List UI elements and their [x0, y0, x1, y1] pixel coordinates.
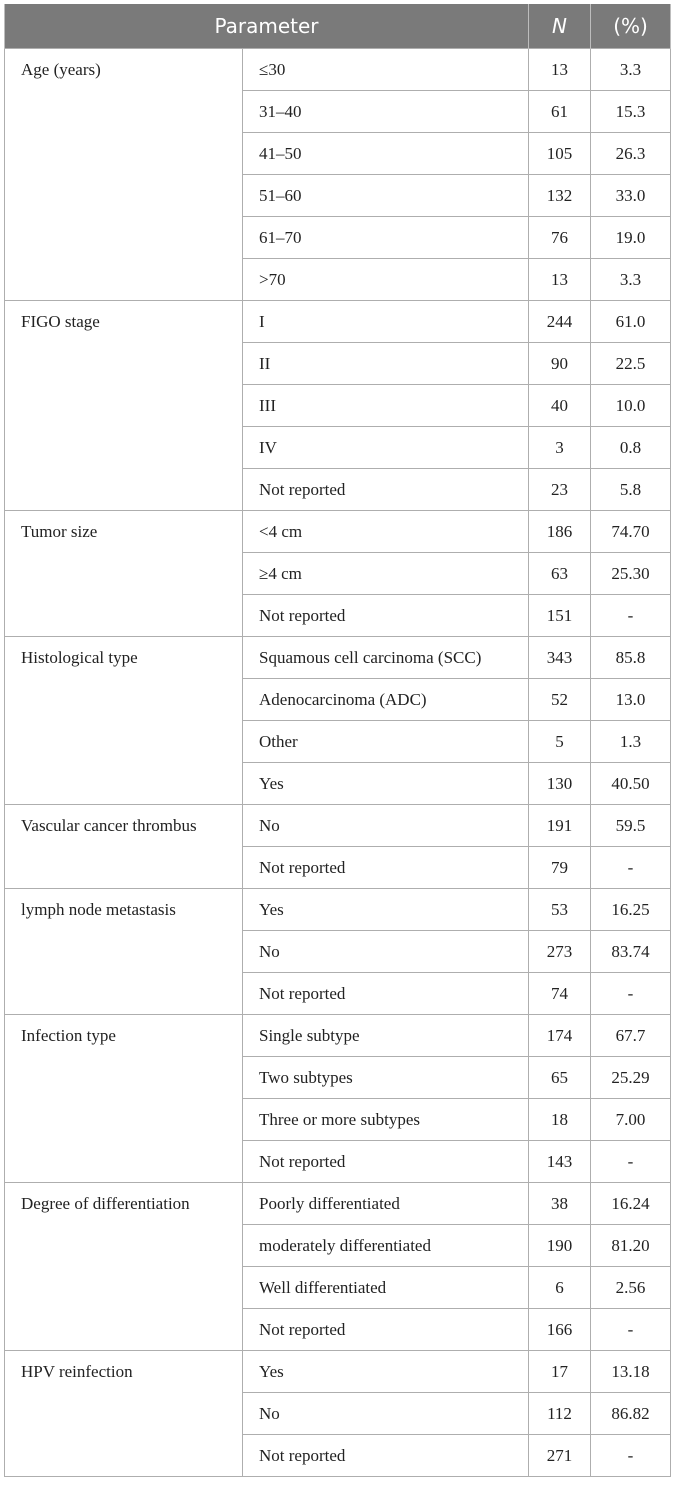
subcategory-cell: <4 cm [243, 511, 529, 553]
count-cell: 17 [529, 1351, 591, 1393]
percent-cell: 59.5 [591, 805, 671, 847]
subcategory-cell: Single subtype [243, 1015, 529, 1057]
parameter-group-label: lymph node metastasis [5, 889, 243, 1015]
percent-cell: 25.29 [591, 1057, 671, 1099]
count-cell: 53 [529, 889, 591, 931]
percent-cell: 5.8 [591, 469, 671, 511]
subcategory-cell: Three or more subtypes [243, 1099, 529, 1141]
subcategory-cell: Well differentiated [243, 1267, 529, 1309]
count-cell: 38 [529, 1183, 591, 1225]
subcategory-cell: Yes [243, 889, 529, 931]
count-cell: 166 [529, 1309, 591, 1351]
count-cell: 191 [529, 805, 591, 847]
subcategory-cell: No [243, 805, 529, 847]
subcategory-cell: Yes [243, 1351, 529, 1393]
percent-cell: - [591, 847, 671, 889]
percent-cell: 86.82 [591, 1393, 671, 1435]
subcategory-cell: I [243, 301, 529, 343]
count-cell: 65 [529, 1057, 591, 1099]
count-cell: 273 [529, 931, 591, 973]
subcategory-cell: Not reported [243, 1141, 529, 1183]
count-cell: 76 [529, 217, 591, 259]
table-row [5, 301, 671, 343]
count-cell: 52 [529, 679, 591, 721]
count-cell: 5 [529, 721, 591, 763]
percent-cell: 1.3 [591, 721, 671, 763]
percent-cell: 3.3 [591, 49, 671, 91]
percent-cell: 7.00 [591, 1099, 671, 1141]
parameter-group-label: FIGO stage [5, 301, 243, 511]
percent-cell: - [591, 973, 671, 1015]
subcategory-cell: Two subtypes [243, 1057, 529, 1099]
subcategory-cell: Yes [243, 763, 529, 805]
count-cell: 90 [529, 343, 591, 385]
parameter-group-label: Degree of differentiation [5, 1183, 243, 1351]
count-cell: 112 [529, 1393, 591, 1435]
table-row [5, 511, 671, 553]
percent-cell: 81.20 [591, 1225, 671, 1267]
parameter-group-label: Age (years) [5, 49, 243, 301]
count-cell: 244 [529, 301, 591, 343]
percent-cell: 83.74 [591, 931, 671, 973]
table-row [5, 1351, 671, 1393]
subcategory-cell: II [243, 343, 529, 385]
subcategory-cell: IV [243, 427, 529, 469]
percent-cell: - [591, 1141, 671, 1183]
subcategory-cell: 31–40 [243, 91, 529, 133]
table-body [5, 49, 671, 1477]
subcategory-cell: Not reported [243, 1435, 529, 1477]
percent-cell: 61.0 [591, 301, 671, 343]
parameter-group-label: Tumor size [5, 511, 243, 637]
percent-cell: 16.25 [591, 889, 671, 931]
subcategory-cell: No [243, 1393, 529, 1435]
count-cell: 174 [529, 1015, 591, 1057]
subcategory-cell: >70 [243, 259, 529, 301]
subcategory-cell: Not reported [243, 973, 529, 1015]
count-cell: 132 [529, 175, 591, 217]
subcategory-cell: Other [243, 721, 529, 763]
subcategory-cell: ≤30 [243, 49, 529, 91]
percent-cell: 85.8 [591, 637, 671, 679]
subcategory-cell: 61–70 [243, 217, 529, 259]
parameter-group-label: HPV reinfection [5, 1351, 243, 1477]
count-cell: 105 [529, 133, 591, 175]
subcategory-cell: Poorly differentiated [243, 1183, 529, 1225]
percent-cell: 15.3 [591, 91, 671, 133]
subcategory-cell: No [243, 931, 529, 973]
percent-cell: 26.3 [591, 133, 671, 175]
percent-cell: 3.3 [591, 259, 671, 301]
subcategory-cell: 41–50 [243, 133, 529, 175]
count-cell: 61 [529, 91, 591, 133]
subcategory-cell: III [243, 385, 529, 427]
parameter-group-label: Vascular cancer thrombus [5, 805, 243, 889]
count-cell: 74 [529, 973, 591, 1015]
percent-cell: 33.0 [591, 175, 671, 217]
subcategory-cell: Not reported [243, 469, 529, 511]
subcategory-cell: Squamous cell carcinoma (SCC) [243, 637, 529, 679]
count-cell: 18 [529, 1099, 591, 1141]
subcategory-cell: Adenocarcinoma (ADC) [243, 679, 529, 721]
percent-cell: 16.24 [591, 1183, 671, 1225]
percent-cell: 10.0 [591, 385, 671, 427]
percent-cell: 67.7 [591, 1015, 671, 1057]
subcategory-cell: Not reported [243, 595, 529, 637]
table-row [5, 1015, 671, 1057]
percent-cell: - [591, 1309, 671, 1351]
header-parameter: Parameter [5, 4, 529, 49]
subcategory-cell: Not reported [243, 1309, 529, 1351]
count-cell: 151 [529, 595, 591, 637]
count-cell: 190 [529, 1225, 591, 1267]
percent-cell: 25.30 [591, 553, 671, 595]
percent-cell: 13.18 [591, 1351, 671, 1393]
table-row [5, 1183, 671, 1225]
percent-cell: 74.70 [591, 511, 671, 553]
percent-cell: 2.56 [591, 1267, 671, 1309]
count-cell: 63 [529, 553, 591, 595]
table-row [5, 49, 671, 91]
count-cell: 40 [529, 385, 591, 427]
count-cell: 143 [529, 1141, 591, 1183]
characteristics-table [4, 4, 671, 1477]
count-cell: 13 [529, 259, 591, 301]
count-cell: 13 [529, 49, 591, 91]
percent-cell: 40.50 [591, 763, 671, 805]
subcategory-cell: moderately differentiated [243, 1225, 529, 1267]
header-percent: (%) [591, 4, 671, 49]
count-cell: 271 [529, 1435, 591, 1477]
percent-cell: 0.8 [591, 427, 671, 469]
count-cell: 3 [529, 427, 591, 469]
subcategory-cell: 51–60 [243, 175, 529, 217]
table-row [5, 637, 671, 679]
count-cell: 186 [529, 511, 591, 553]
count-cell: 79 [529, 847, 591, 889]
percent-cell: 22.5 [591, 343, 671, 385]
table-container [4, 4, 670, 1477]
table-row [5, 889, 671, 931]
percent-cell: - [591, 1435, 671, 1477]
percent-cell: - [591, 595, 671, 637]
header-n: N [529, 4, 591, 49]
table-row [5, 805, 671, 847]
percent-cell: 19.0 [591, 217, 671, 259]
count-cell: 343 [529, 637, 591, 679]
subcategory-cell: Not reported [243, 847, 529, 889]
header-row [5, 4, 671, 49]
parameter-group-label: Infection type [5, 1015, 243, 1183]
count-cell: 6 [529, 1267, 591, 1309]
subcategory-cell: ≥4 cm [243, 553, 529, 595]
count-cell: 23 [529, 469, 591, 511]
percent-cell: 13.0 [591, 679, 671, 721]
count-cell: 130 [529, 763, 591, 805]
parameter-group-label: Histological type [5, 637, 243, 805]
